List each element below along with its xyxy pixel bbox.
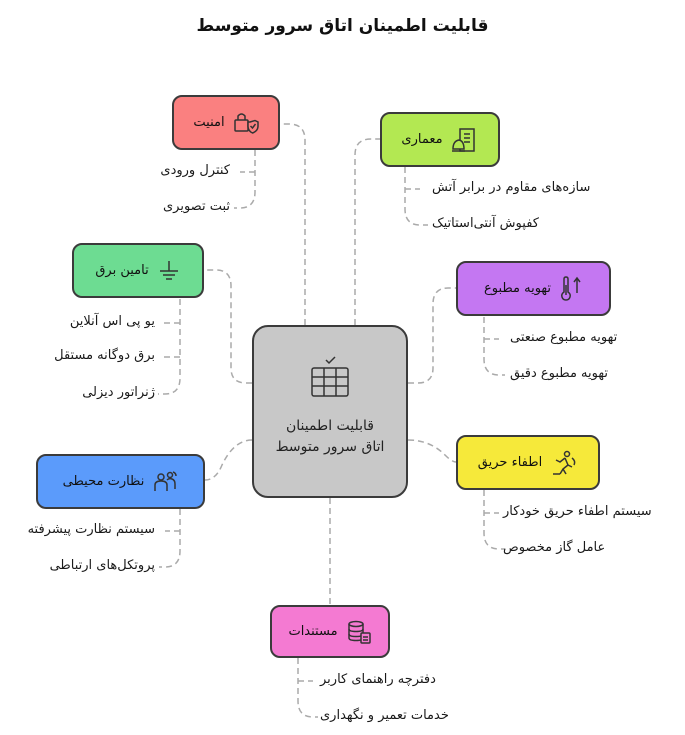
center-label: قابلیت اطمینان اتاق سرور متوسط [275, 417, 385, 455]
diagram-title: قابلیت اطمینان اتاق سرور متوسط [196, 16, 489, 36]
fire-escape-icon [550, 449, 578, 477]
node-docs-label: مستندات [288, 624, 338, 639]
node-docs[interactable] [270, 605, 390, 658]
leaf-fire-resistant: سازه‌های مقاوم در برابر آتش [432, 180, 591, 195]
node-power[interactable] [72, 243, 204, 298]
lock-shield-icon [233, 111, 259, 135]
leaf-advanced-monitoring: سیستم نظارت پیشرفته [27, 522, 155, 537]
ground-icon [157, 259, 181, 283]
node-fire-label: اطفاء حریق [477, 455, 543, 470]
node-security-label: امنیت [193, 115, 225, 130]
node-monitoring[interactable] [36, 454, 205, 509]
node-fire[interactable] [456, 435, 600, 490]
leaf-online-ups: یو پی اس آنلاین [69, 314, 155, 329]
leaf-communication-protocols: پروتکل‌های ارتباطی [49, 558, 155, 573]
leaf-user-manual: دفترچه راهنمای کاربر [320, 672, 436, 687]
node-architecture[interactable] [380, 112, 500, 167]
leaf-video-recording: ثبت تصویری [162, 199, 230, 214]
node-hvac[interactable] [456, 261, 611, 316]
leaf-access-control: کنترل ورودی [160, 163, 230, 178]
leaf-maintenance-services: خدمات تعمیر و نگهداری [320, 708, 449, 723]
thermometer-icon [559, 275, 583, 303]
leaf-antistatic-floor: کفپوش آنتی‌استاتیک [432, 216, 539, 231]
leaf-diesel-generator: ژنراتور دیزلی [82, 385, 155, 400]
node-monitoring-label: نظارت محیطی [62, 474, 145, 489]
server-icon [304, 356, 356, 404]
leaf-dual-power: برق دوگانه مستقل [54, 348, 155, 363]
node-hvac-label: تهویه مطبوع [483, 281, 552, 296]
leaf-auto-suppression: سیستم اطفاء حریق خودکار [503, 504, 652, 519]
people-icon [152, 469, 178, 495]
database-icon [346, 619, 372, 645]
center-node[interactable] [252, 325, 408, 498]
building-icon [451, 127, 479, 153]
leaf-special-gas: عامل گاز مخصوص [503, 540, 606, 555]
node-security[interactable] [172, 95, 280, 150]
node-architecture-label: معماری [401, 132, 443, 147]
leaf-precision-ac: تهویه مطبوع دقیق [510, 366, 608, 381]
leaf-industrial-ac: تهویه مطبوع صنعتی [510, 330, 618, 345]
node-power-label: تامین برق [95, 263, 149, 278]
